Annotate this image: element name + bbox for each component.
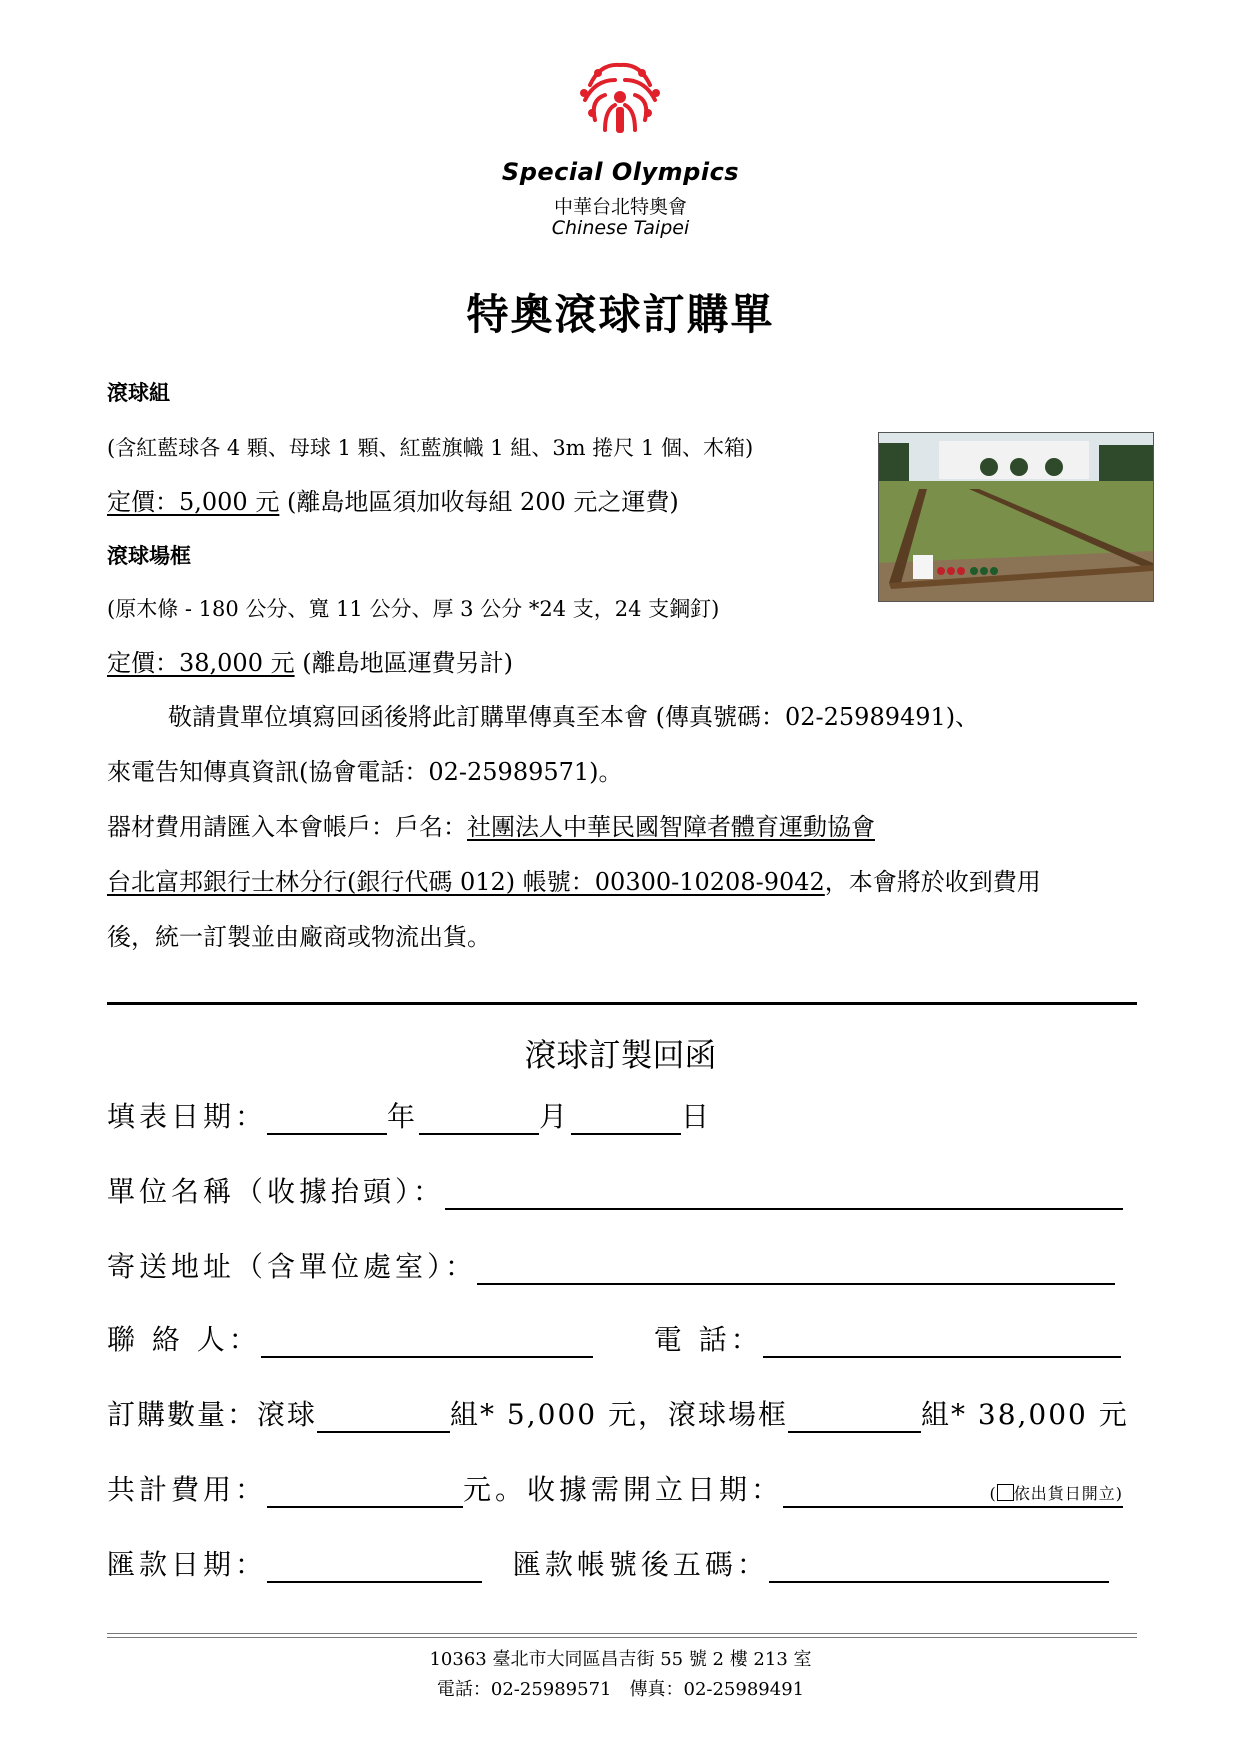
day-field[interactable]	[571, 1103, 681, 1135]
set-contents: (含紅藍球各 4 顆、母球 1 顆、紅藍旗幟 1 組、3m 捲尺 1 個、木箱)	[107, 436, 754, 460]
day-label: 日	[681, 1100, 714, 1133]
total-row	[107, 1468, 1123, 1508]
brand-subtitle: Chinese Taipei	[551, 217, 690, 239]
receipt-date-label: 元。收據需開立日期：	[463, 1473, 784, 1506]
set-price-note: (離島地區須加收每組 200 元之運費)	[279, 488, 679, 516]
frame-heading: 滾球場框	[107, 543, 191, 568]
address-row	[107, 1245, 1115, 1285]
remit-date-label: 匯款日期：	[107, 1548, 268, 1581]
month-label: 月	[539, 1100, 572, 1133]
phone-label: 電 話：	[653, 1323, 763, 1356]
footer-address: 10363 臺北市大同區昌吉街 55 號 2 樓 213 室	[429, 1649, 812, 1670]
quantity-row	[107, 1393, 1129, 1433]
phone-field[interactable]	[763, 1326, 1121, 1358]
set-unit-price: 組* 5,000 元，滾球場框	[450, 1398, 788, 1431]
year-label: 年	[387, 1100, 420, 1133]
frame-price-line	[107, 643, 513, 678]
quantity-label: 訂購數量：滾球	[107, 1398, 318, 1431]
instruction-line-3	[107, 807, 875, 842]
frame-price-note: (離島地區運費另計)	[294, 649, 513, 677]
remit-account-label: 匯款帳號後五碼：	[512, 1548, 769, 1581]
set-price-line	[107, 482, 679, 517]
page-title: 特奧滾球訂購單	[466, 290, 775, 339]
fill-date-label: 填表日期：	[107, 1100, 268, 1133]
frame-unit-price: 組* 38,000 元	[920, 1398, 1129, 1431]
remit-account-field[interactable]	[769, 1551, 1109, 1583]
total-field[interactable]	[267, 1476, 463, 1508]
set-heading: 滾球組	[107, 380, 170, 405]
set-price: 定價：5,000 元	[107, 488, 280, 516]
contact-field[interactable]	[261, 1326, 593, 1358]
unit-label: 單位名稱（收據抬頭）：	[107, 1175, 446, 1208]
account-prefix: 器材費用請匯入本會帳戶：戶名：	[107, 813, 467, 841]
frame-quantity-field[interactable]	[788, 1401, 921, 1433]
set-quantity-field[interactable]	[317, 1401, 450, 1433]
unit-name-field[interactable]	[445, 1178, 1123, 1210]
ship-date-note: 依出貨日開立)	[1013, 1484, 1124, 1503]
instruction-line-2: 來電告知傳真資訊(協會電話：02-25989571)。	[107, 758, 623, 786]
instruction-suffix: ，本會將於收到費用	[824, 868, 1041, 896]
footer-rule-bottom	[107, 1637, 1137, 1638]
section-divider	[107, 1002, 1137, 1005]
bocce-court-photo	[878, 432, 1154, 602]
instruction-line-4	[107, 862, 1041, 897]
contact-row	[107, 1318, 1121, 1358]
instruction-line-5: 後，統一訂製並由廠商或物流出貨。	[107, 923, 491, 951]
year-field[interactable]	[267, 1103, 387, 1135]
special-olympics-logo	[570, 55, 670, 155]
unit-row	[107, 1170, 1123, 1210]
ship-date-checkbox[interactable]	[997, 1484, 1014, 1501]
address-label: 寄送地址（含單位處室）：	[107, 1250, 478, 1283]
form-title: 滾球訂製回函	[524, 1036, 717, 1074]
month-field[interactable]	[419, 1103, 539, 1135]
frame-contents: (原木條 - 180 公分、寬 11 公分、厚 3 公分 *24 支，24 支鋼釘)	[107, 597, 720, 621]
footer-rule-top	[107, 1633, 1137, 1634]
bank-account: 台北富邦銀行士林分行(銀行代碼 012) 帳號：00300-10208-9042	[107, 868, 825, 896]
remit-date-field[interactable]	[267, 1551, 482, 1583]
brand-name-en: Special Olympics	[501, 158, 740, 186]
address-field[interactable]	[477, 1253, 1115, 1285]
contact-label: 聯 絡 人：	[107, 1323, 261, 1356]
footer-contact: 電話：02-25989571 傳真：02-25989491	[436, 1679, 805, 1700]
fill-date-row	[107, 1095, 713, 1135]
brand-name-zh: 中華台北特奧會	[553, 196, 687, 218]
receipt-date-field[interactable]	[783, 1476, 1123, 1508]
remit-row	[107, 1543, 1109, 1583]
note-open-paren: (	[989, 1484, 997, 1503]
total-label: 共計費用：	[107, 1473, 268, 1506]
frame-price: 定價：38,000 元	[107, 649, 295, 677]
instruction-line-1: 敬請貴單位填寫回函後將此訂購單傳真至本會 (傳真號碼：02-25989491)、	[168, 703, 980, 731]
account-name: 社團法人中華民國智障者體育運動協會	[467, 813, 875, 841]
